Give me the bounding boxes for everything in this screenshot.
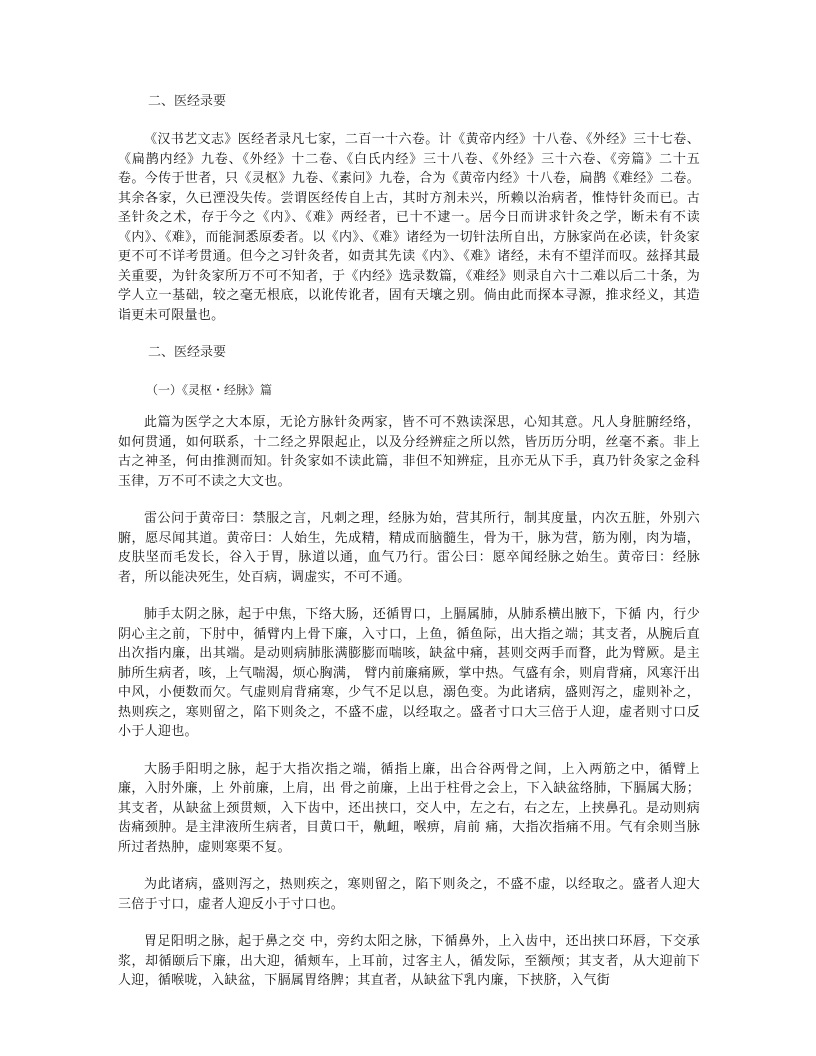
body-paragraph: 为此诸病，盛则泻之，热则疾之，寒则留之，陷下则灸之，不盛不虚，以经取之。盛者人迎大三倍于寸口，虚者人迎反小于寸口也。 bbox=[118, 877, 700, 912]
intro-paragraph: 《汉书艺文志》医经者录凡七家，二百一十六卷。计《黄帝内经》十八卷、《外经》三十七卷、《扁鹊内经》九卷、《外经》十二卷、《白氏内经》三十八卷、《外经》三十六卷、《旁篇》二十五卷。今传于世者，只《灵枢》九卷、《素问》九卷，合为《黄帝内经》十八卷，扁鹊《难经》二卷。其余各家，久已湮没失传。尝谓医经传自上古，其时方剂未兴，所赖以治病者，惟恃针灸而已。古圣针灸之术，存于今之《内》、《难》两经者，已十不逮一。居今日而讲求针灸之学，断未有不读《内》、《难》，而能洞悉原委者。以《内》、《难》诸经为一切针法所自出，方脉家尚在必读，针灸家更不可不详考贯通。但今之习针灸者，如责其先读《内》、《难》诸经，未有不望洋而叹。兹择其最关重要，为针灸家所万不可不知者，于《内经》选录数篇，《难经》则录自六十二难以后二十条，为学人立一基础，较之毫无根底，以讹传讹者，固有天壤之别。倘由此而探本寻源，推求经义，其造诣更未可限量也。 bbox=[118, 132, 700, 323]
body-paragraph: 大肠手阳明之脉，起于大指次指之端，循指上廉，出合谷两骨之间，上入两筋之中，循臂上廉，入肘外廉，上 外前廉，上肩，出 骨之前廉，上出于柱骨之会上，下入缺盆络肺，下膈属大肠；其支者，从缺盆上颈贯颊，入下齿中，还出挟口，交人中，左之右，右之左，上挟鼻孔。是动则病齿痛颈肿。是主津液所生病者，目黄口干，鼽衄，喉痹，肩前 痛，大指次指痛不用。气有余则当脉所过者热肿，虚则寒栗不复。 bbox=[118, 761, 700, 855]
subsection-heading: （一）《灵枢・经脉》篇 bbox=[146, 383, 273, 397]
body-paragraph: 胃足阳明之脉，起于鼻之交 中，旁约太阳之脉，下循鼻外，上入齿中，还出挟口环唇，下交承浆，却循颐后下廉，出大迎，循颊车，上耳前，过客主人，循发际，至额颅；其支者，从大迎前下人迎，循喉咙，入缺盆，下膈属胃络脾；其直者，从缺盆下乳内廉，下挟脐，入气街 bbox=[118, 934, 700, 988]
section-heading-repeat: 二、医经录要 bbox=[148, 345, 227, 360]
body-paragraph: 此篇为医学之大本原，无论方脉针灸两家，皆不可不熟读深思，心知其意。凡人身脏腑经络，如何贯通，如何联系，十二经之界限起止，以及分经辨症之所以然，皆历历分明，丝毫不紊。非上古之神圣，何由推测而知。针灸家如不读此篇，非但不知辨症，且亦无从下手，真乃针灸家之金科玉律，万不可不读之大文也。 bbox=[118, 415, 700, 489]
document-body bbox=[118, 92, 700, 1009]
body-paragraph: 雷公问于黄帝曰：禁服之言，凡刺之理，经脉为始，营其所行，制其度量，内次五脏，外别六腑，愿尽闻其道。黄帝曰：人始生，先成精，精成而脑髓生，骨为干，脉为营，筋为刚，肉为墙，皮肤坚而毛发长，谷入于胃，脉道以通，血气乃行。雷公曰：愿卒闻经脉之始生。黄帝曰：经脉者，所以能决死生，处百病，调虚实，不可不通。 bbox=[118, 511, 700, 585]
body-paragraph: 肺手太阴之脉，起于中焦，下络大肠，还循胃口，上膈属肺，从肺系横出腋下，下循 内，行少阴心主之前，下肘中，循臂内上骨下廉，入寸口，上鱼，循鱼际，出大指之端；其支者，从腕后直出次指内廉，出其端。是动则病肺胀满膨膨而喘咳，缺盆中痛，甚则交两手而瞀，此为臂厥。是主肺所生病者，咳，上气喘渴，烦心胸满， 臂内前廉痛厥，掌中热。气盛有余，则肩背痛，风寒汗出中风，小便数而欠。气虚则肩背痛寒，少气不足以息，溺色变。为此诸病，盛则泻之，虚则补之，热则疾之，寒则留之，陷下则灸之，不盛不虚，以经取之。盛者寸口大三倍于人迎，虚者则寸口反小于人迎也。 bbox=[118, 607, 700, 739]
section-heading: 二、医经录要 bbox=[148, 94, 227, 109]
